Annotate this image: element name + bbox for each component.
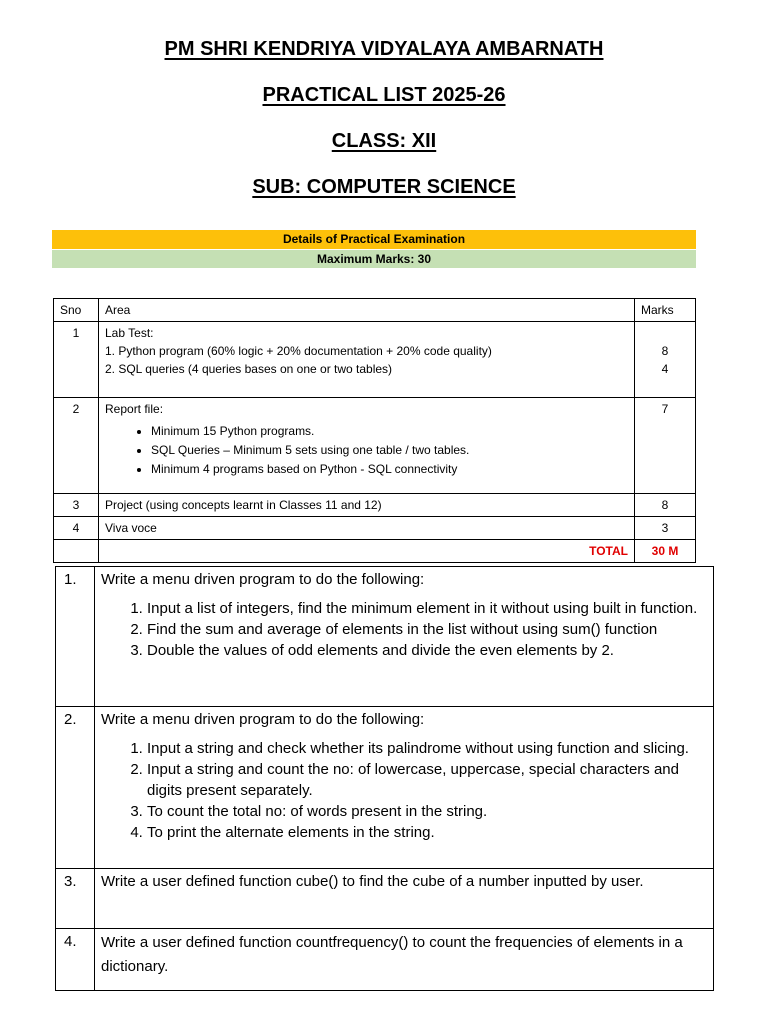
total-row (54, 540, 696, 563)
lab-test-line: 1. Python program (60% logic + 20% documentation + 20% code quality) (105, 344, 492, 358)
list-item: 2. Find the sum and average of elements in the list without using sum() function (147, 619, 707, 640)
list-item: 3. To count the total no: of words present in the string. (147, 801, 707, 822)
program-subitems (101, 738, 707, 843)
row-sno: 2 (54, 398, 99, 494)
list-item: • SQL Queries – Minimum 5 sets using one table / two tables. (151, 441, 628, 460)
program-row (56, 567, 714, 707)
program-content (95, 567, 714, 707)
mark-value: 4 (661, 362, 669, 376)
list-item: 1. Input a string and check whether its palindrome without using function and slicing. (147, 738, 707, 759)
header-area: Area (99, 299, 635, 322)
row-sno: 1 (54, 322, 99, 398)
row-area: Viva voce (99, 517, 635, 540)
program-content (95, 707, 714, 869)
program-text: Write a user defined function countfrequency() to count the frequencies of elements in a dictionary. (95, 929, 714, 991)
subject-heading: SUB: COMPUTER SCIENCE (252, 176, 516, 198)
table-row (54, 494, 696, 517)
list-item: 1. Input a list of integers, find the minimum element in it without using built in function. (147, 598, 707, 619)
table-row (54, 398, 696, 494)
program-number: 1. (56, 567, 95, 707)
row-marks: 7 (635, 398, 696, 494)
program-number: 4. (56, 929, 95, 991)
table-row (54, 322, 696, 398)
row-marks: 3 (635, 517, 696, 540)
program-row (56, 929, 714, 991)
list-item: 2. Input a string and count the no: of lowercase, uppercase, special characters and digits present separately. (147, 759, 707, 801)
list-item: • Minimum 4 programs based on Python - SQL connectivity (151, 460, 628, 479)
header-marks: Marks (635, 299, 696, 322)
practical-list-title: PRACTICAL LIST 2025-26 (262, 84, 506, 106)
program-row (56, 869, 714, 929)
list-item: 3. Double the values of odd elements and divide the even elements by 2. (147, 640, 707, 661)
row-sno: 4 (54, 517, 99, 540)
class-heading: CLASS: XII (331, 130, 437, 152)
row-area: Project (using concepts learnt in Classes 11 and 12) (99, 494, 635, 517)
lab-test-line: 2. SQL queries (4 queries bases on one or two tables) (105, 362, 393, 376)
program-text: Write a menu driven program to do the following: (101, 571, 425, 588)
mark-value: 8 (661, 344, 669, 358)
table-header-row (54, 299, 696, 322)
program-text: Write a menu driven program to do the following: (101, 711, 425, 728)
row-marks (635, 322, 696, 398)
report-file-title: Report file: (105, 402, 164, 416)
max-marks-banner: Maximum Marks: 30 (52, 250, 696, 268)
program-text: Write a user defined function cube() to find the cube of a number inputted by user. (95, 869, 714, 929)
list-item: • Minimum 15 Python programs. (151, 422, 628, 441)
school-name: PM SHRI KENDRIYA VIDYALAYA AMBARNATH (164, 38, 604, 60)
header-sno: Sno (54, 299, 99, 322)
table-row (54, 517, 696, 540)
report-file-list (105, 422, 628, 479)
row-marks: 8 (635, 494, 696, 517)
program-subitems (101, 598, 707, 661)
list-item: 4. To print the alternate elements in the string. (147, 822, 707, 843)
program-number: 2. (56, 707, 95, 869)
total-value: 30 M (635, 540, 696, 563)
marks-table (53, 298, 696, 563)
lab-test-title: Lab Test: (105, 326, 154, 340)
details-banner: Details of Practical Examination (52, 230, 696, 249)
program-row (56, 707, 714, 869)
programs-table (55, 566, 714, 991)
total-label: TOTAL (99, 540, 635, 563)
row-sno: 3 (54, 494, 99, 517)
row-area (99, 322, 635, 398)
program-number: 3. (56, 869, 95, 929)
row-area (99, 398, 635, 494)
total-empty-cell (54, 540, 99, 563)
